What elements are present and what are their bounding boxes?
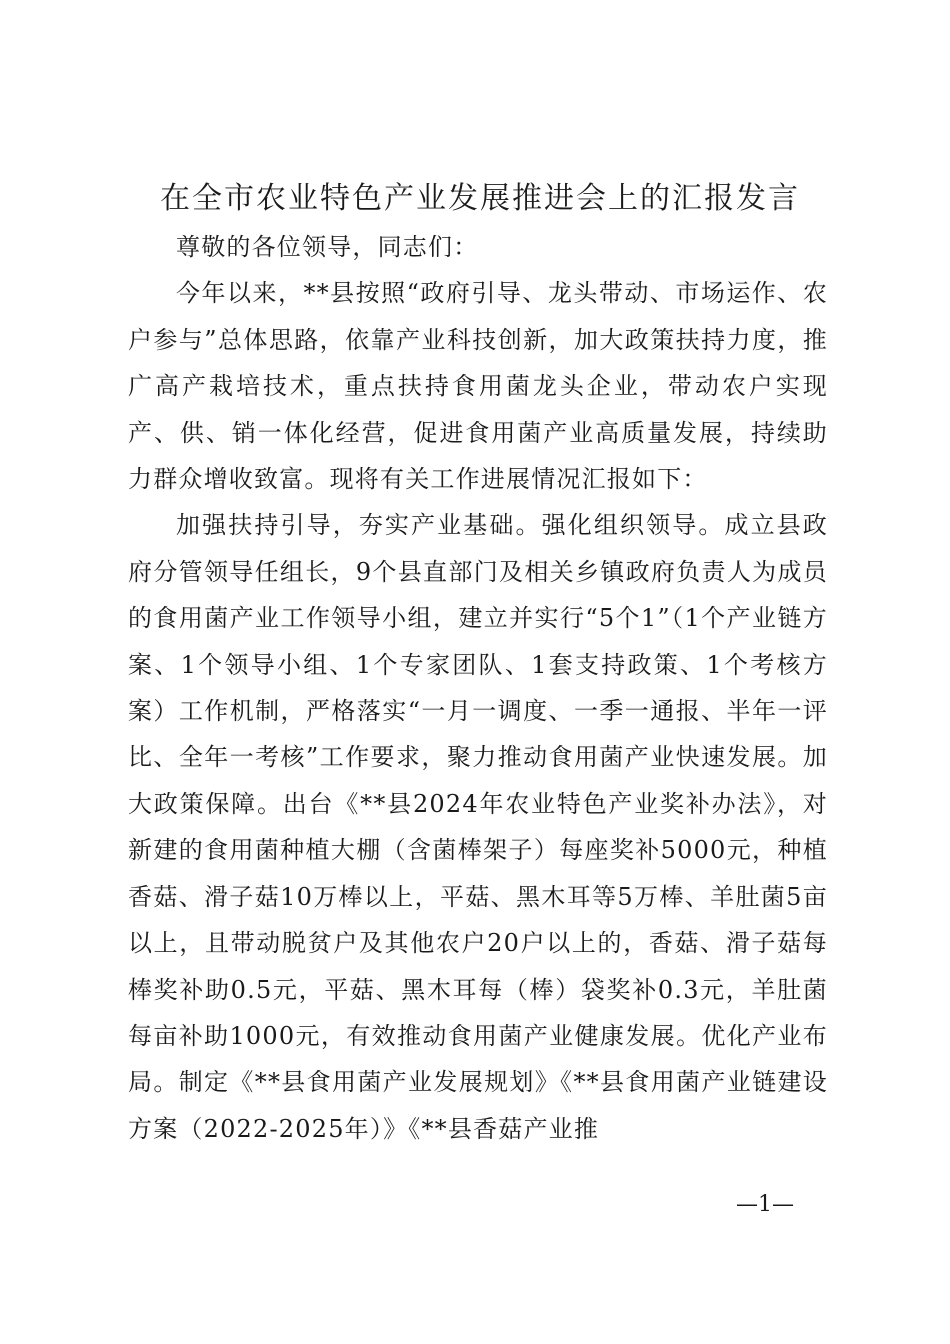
intro-paragraph: 今年以来，**县按照“政府引导、龙头带动、市场运作、农户参与”总体思路，依靠产业科技创新，加大政策扶持力度，推广高产栽培技术，重点扶持食用菌龙头企业，带动农户实现产、供、销一体化经营，促进食用菌产业高质量发展，持续助力群众增收致富。现将有关工作进展情况汇报如下： <box>128 279 828 494</box>
greeting-paragraph: 尊敬的各位领导，同志们： <box>176 233 479 261</box>
document-title: 在全市农业特色产业发展推进会上的汇报发言 <box>160 181 800 216</box>
document-body <box>128 224 828 1152</box>
page-number: —1— <box>736 1192 794 1217</box>
support-guidance-paragraph: 加强扶持引导，夯实产业基础。强化组织领导。成立县政府分管领导任组长，9个县直部门及相关乡镇政府负责人为成员的食用菌产业工作领导小组，建立并实行“5个1”（1个产业链方案、1个领导小组、1个专家团队、1套支持政策、1个考核方案）工作机制，严格落实“一月一调度、一季一通报、半年一评比、全年一考核”工作要求，聚力推动食用菌产业快速发展。加大政策保障。出台《**县2024年农业特色产业奖补办法》，对新建的食用菌种植大棚（含菌棒架子）每座奖补5000元，种植香菇、滑子菇10万棒以上，平菇、黑木耳等5万棒、羊肚菌5亩以上，且带动脱贫户及其他农户20户以上的，香菇、滑子菇每棒奖补助0.5元，平菇、黑木耳每（棒）袋奖补0.3元，羊肚菌每亩补助1000元，有效推动食用菌产业健康发展。优化产业布局。制定《**县食用菌产业发展规划》《**县食用菌产业链建设方案（2022-2025年）》《**县香菇产业推 <box>128 511 828 1143</box>
